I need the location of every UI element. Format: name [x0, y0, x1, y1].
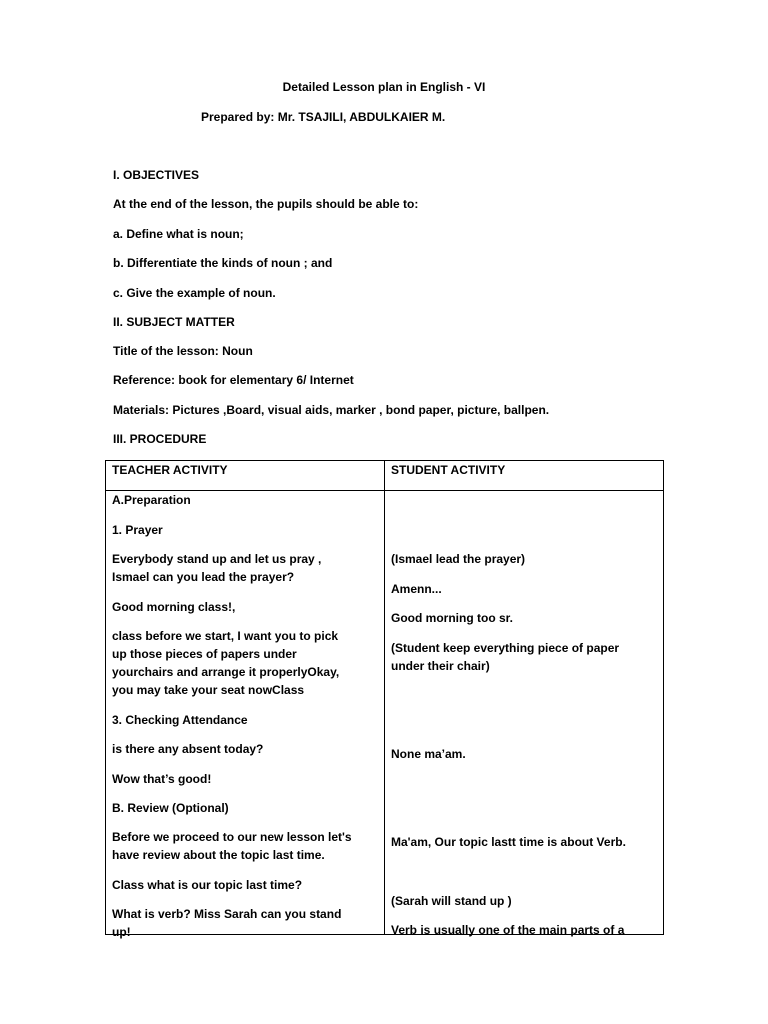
teacher-activity-cell [106, 491, 385, 939]
teacher-line: What is verb? Miss Sarah can you stand [112, 907, 342, 921]
teacher-line: Good morning class!, [112, 600, 236, 614]
document-title: Detailed Lesson plan in English - VI [282, 80, 486, 94]
teacher-line: up! [112, 925, 131, 939]
teacher-line: yourchairs and arrange it properlyOkay, [112, 665, 340, 679]
student-line: None ma’am. [391, 747, 466, 761]
teacher-line: Everybody stand up and let us pray , [112, 552, 322, 566]
teacher-line: class before we start, I want you to pick [112, 629, 339, 643]
student-line: (Student keep everything piece of paper [391, 641, 620, 655]
student-line: Amenn... [391, 582, 442, 596]
student-activity-header: STUDENT ACTIVITY [385, 461, 664, 491]
table-header-row [106, 461, 664, 491]
teacher-line: up those pieces of papers under [112, 647, 297, 661]
table-row [106, 491, 664, 935]
student-line: Good morning too sr. [391, 611, 513, 625]
teacher-line: have review about the topic last time. [112, 848, 325, 862]
teacher-line: B. Review (Optional) [112, 801, 229, 815]
student-line: Ma'am, Our topic lastt time is about Verb. [391, 835, 626, 849]
student-line: (Sarah will stand up ) [391, 894, 512, 908]
objectives-intro: At the end of the lesson, the pupils should be able to: [113, 197, 419, 211]
teacher-line: Before we proceed to our new lesson let's [112, 830, 352, 844]
lesson-title: Title of the lesson: Noun [113, 344, 253, 358]
objective-item: a. Define what is noun; [113, 227, 244, 241]
teacher-line: Ismael can you lead the prayer? [112, 570, 295, 584]
teacher-line: you may take your seat nowClass [112, 683, 305, 697]
teacher-activity-header: TEACHER ACTIVITY [106, 461, 385, 491]
student-line: under their chair) [391, 659, 490, 673]
teacher-line: Class what is our topic last time? [112, 878, 303, 892]
objective-item: c. Give the example of noun. [113, 286, 276, 300]
objective-item: b. Differentiate the kinds of noun ; and [113, 256, 333, 270]
procedure-heading: III. PROCEDURE [113, 432, 207, 446]
student-line: (Ismael lead the prayer) [391, 552, 526, 566]
teacher-line: 3. Checking Attendance [112, 713, 248, 727]
teacher-line: 1. Prayer [112, 523, 163, 537]
reference: Reference: book for elementary 6/ Internet [113, 373, 354, 387]
objectives-heading: I. OBJECTIVES [113, 168, 200, 182]
procedure-table [105, 460, 664, 939]
student-line: Verb is usually one of the main parts of a [391, 923, 625, 937]
teacher-line: A.Preparation [112, 493, 191, 507]
teacher-line: Wow that’s good! [112, 772, 212, 786]
subject-matter-heading: II. SUBJECT MATTER [113, 315, 235, 329]
student-activity-cell [385, 491, 664, 935]
materials: Materials: Pictures ,Board, visual aids, marker , bond paper, picture, ballpen. [113, 403, 550, 417]
prepared-by: Prepared by: Mr. TSAJILI, ABDULKAIER M. [201, 110, 446, 124]
teacher-line: is there any absent today? [112, 742, 264, 756]
